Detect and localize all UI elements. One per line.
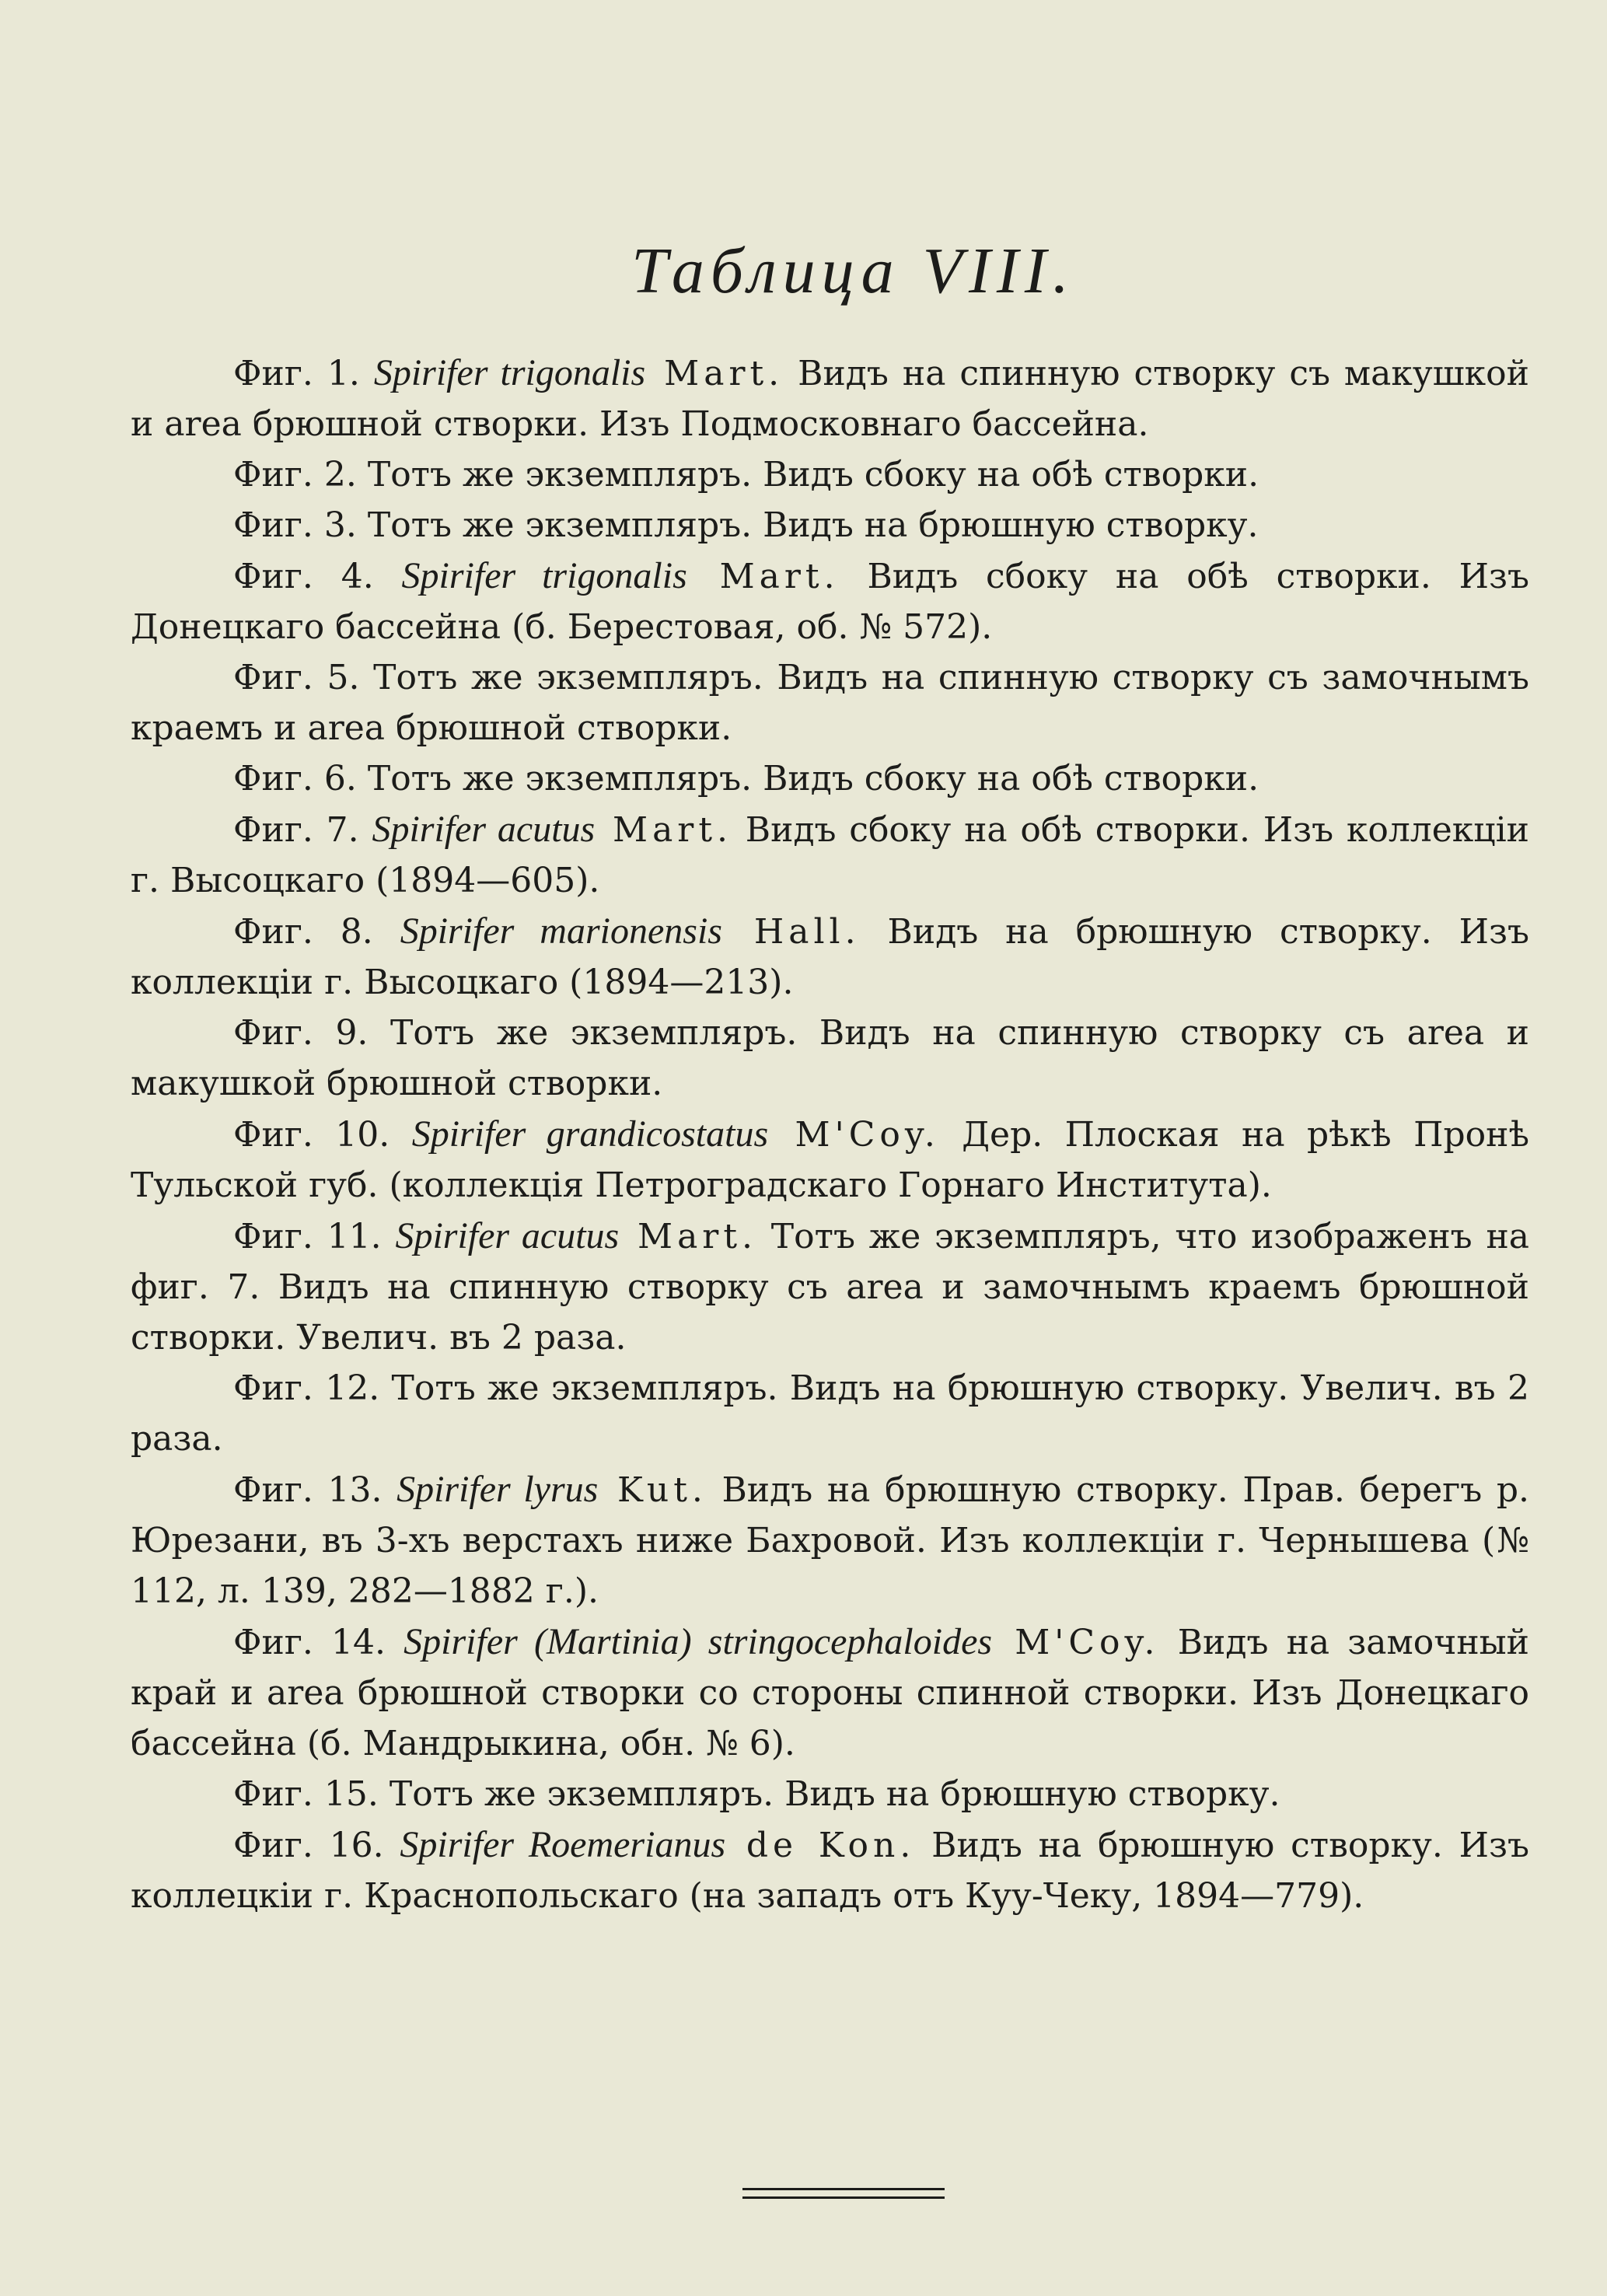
entry-lead: Фиг. 15. xyxy=(233,1774,390,1814)
species-author: M'Coy. xyxy=(992,1623,1160,1662)
species-author: Mart. xyxy=(645,354,784,393)
figure-entry-9 xyxy=(131,1008,1529,1109)
figure-entry-2 xyxy=(131,449,1529,500)
entry-lead: Фиг. 8. xyxy=(233,912,400,952)
figure-entry-3 xyxy=(131,500,1529,550)
species-author: Mart. xyxy=(595,810,732,850)
entry-lead: Фиг. 12. xyxy=(233,1368,392,1408)
entry-lead: Фиг. 9. xyxy=(233,1013,390,1053)
entry-text: Тотъ же экземпляръ. Видъ на брюшную створку. Увелич. въ 2 раза. xyxy=(131,1368,1529,1459)
closing-double-rule xyxy=(742,2188,945,2199)
entry-text: Видъ на брюшную створку. Прав. берегъ р. Юрезани, въ 3-хъ верстахъ ниже Бахровой. Изъ коллекціи г. Чернышева (№ 112, л. 139, 282—1882 г.). xyxy=(131,1470,1529,1611)
page-title: Таблица VIII. xyxy=(631,235,1075,307)
entry-text: Видъ на спинную створку съ макушкой и area брюшной створки. Изъ Подмосковнаго бассейна. xyxy=(131,354,1529,444)
entry-text: Тотъ же экземпляръ. Видъ на брюшную створку. xyxy=(367,505,1259,545)
entry-lead: Фиг. 7. xyxy=(233,810,372,850)
figure-entry-14 xyxy=(131,1616,1529,1769)
species-author: Kut. xyxy=(598,1470,707,1510)
entry-lead: Фиг. 13. xyxy=(233,1470,397,1510)
figure-entry-13 xyxy=(131,1464,1529,1616)
entry-lead: Фиг. 6. xyxy=(233,759,368,799)
entry-lead: Фиг. 14. xyxy=(233,1623,404,1662)
species-author: M'Coy. xyxy=(768,1115,940,1155)
entry-lead: Фиг. 4. xyxy=(233,557,402,596)
species-author: Mart. xyxy=(619,1217,758,1256)
species-name: Spirifer acutus xyxy=(372,809,596,850)
entry-text: Тотъ же экземпляръ. Видъ сбоку на обѣ створки. xyxy=(367,455,1259,494)
entry-lead: Фиг. 1. xyxy=(233,354,374,393)
figure-entry-10 xyxy=(131,1109,1529,1211)
species-name: Spirifer (Martinia) stringocephaloides xyxy=(403,1621,993,1662)
species-name: Spirifer trigonalis xyxy=(401,555,687,596)
entry-text: Видъ на брюшную створку. Изъ коллекціи г. Высоцкаго (1894—213). xyxy=(131,912,1530,1002)
entry-lead: Фиг. 3. xyxy=(233,505,368,545)
species-name: Spirifer lyrus xyxy=(397,1469,599,1510)
figure-entry-4 xyxy=(131,550,1529,652)
species-author: Hall. xyxy=(721,912,861,952)
entry-lead: Фиг. 10. xyxy=(233,1115,412,1155)
species-name: Spirifer trigonalis xyxy=(373,352,646,393)
figure-entry-1 xyxy=(131,348,1529,449)
species-name: Spirifer marionensis xyxy=(400,910,722,952)
entry-text: Дер. Плоская на рѣкѣ Пронѣ Тульской губ. (коллекція Петроградскаго Горнаго Института). xyxy=(131,1115,1529,1205)
figure-entry-7 xyxy=(131,804,1529,906)
figure-entry-15 xyxy=(131,1769,1529,1819)
figure-entry-12 xyxy=(131,1363,1529,1464)
entry-text: Тотъ же экземпляръ. Видъ сбоку на обѣ створки. xyxy=(367,759,1259,799)
figure-entry-5 xyxy=(131,652,1529,753)
entry-lead: Фиг. 5. xyxy=(233,658,374,697)
figure-entry-11 xyxy=(131,1211,1529,1363)
entry-text: Видъ сбоку на обѣ створки. Изъ коллекціи г. Высоцкаго (1894—605). xyxy=(131,810,1529,900)
figure-entry-8 xyxy=(131,906,1529,1008)
entry-text: Видъ сбоку на обѣ створки. Изъ Донецкаго бассейна (б. Берестовая, об. № 572). xyxy=(131,557,1530,647)
species-author: de Kon. xyxy=(725,1826,916,1865)
species-author: Mart. xyxy=(686,557,840,596)
entry-text: Тотъ же экземпляръ. Видъ на брюшную створку. xyxy=(389,1774,1280,1814)
species-name: Spirifer Roemerianus xyxy=(400,1824,726,1865)
entry-lead: Фиг. 2. xyxy=(233,455,368,494)
entry-text: Тотъ же экземпляръ. Видъ на спинную створку съ замочнымъ краемъ и area брюшной створки. xyxy=(131,658,1530,748)
entry-text: Видъ на брюшную створку. Изъ коллецкіи г. Краснопольскаго (на западъ отъ Куу-Чеку, 1894—779). xyxy=(131,1826,1529,1916)
entry-text: Тотъ же экземпляръ, что изображенъ на фиг. 7. Видъ на спинную створку съ area и замочнымъ краемъ брюшной створки. Увелич. въ 2 раза. xyxy=(131,1217,1530,1358)
entry-lead: Фиг. 11. xyxy=(233,1217,396,1256)
figure-entry-6 xyxy=(131,753,1529,804)
figure-entry-16 xyxy=(131,1819,1529,1921)
entry-text: Видъ на замочный край и area брюшной створки со стороны спинной створки. Изъ Донецкаго бассейна (б. Мандрыкина, обн. № 6). xyxy=(131,1623,1529,1763)
species-name: Spirifer acutus xyxy=(395,1215,620,1256)
entry-text: Тотъ же экземпляръ. Видъ на спинную створку съ area и макушкой брюшной створки. xyxy=(131,1013,1529,1103)
species-name: Spirifer grandicostatus xyxy=(411,1113,769,1155)
entry-lead: Фиг. 16. xyxy=(233,1826,400,1865)
